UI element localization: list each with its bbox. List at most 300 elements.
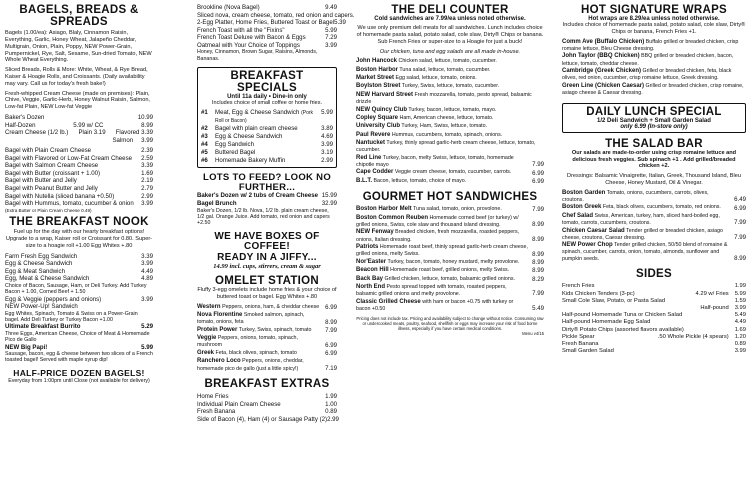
- menu-item[interactable]: [197, 312, 337, 326]
- menu-item[interactable]: [5, 129, 153, 137]
- menu-item[interactable]: [356, 132, 544, 139]
- item-label: Half-Dozen: [5, 121, 36, 129]
- item-price: 8.99: [532, 221, 544, 229]
- item-price: 10.99: [137, 114, 153, 122]
- column-deli: [356, 4, 544, 483]
- item-label: Western: [197, 303, 221, 310]
- item-label: French Toast with all the "Fixins": [197, 26, 285, 34]
- lots-title: LOTS TO FEED? LOOK NO FURTHER...: [202, 171, 332, 193]
- menu-item[interactable]: [197, 4, 337, 12]
- item-label: Side of Bacon (4), Ham (4) or Sausage Patty (2): [197, 415, 328, 423]
- menu-item[interactable]: [5, 177, 153, 185]
- item-price: 3.39: [141, 162, 153, 170]
- item-price: 2.79: [141, 184, 153, 192]
- item-text: [356, 206, 528, 213]
- item-label: University Club: [356, 123, 401, 130]
- item-price: 1.99: [325, 393, 337, 401]
- oatmeal-desc: Honey, Cinnamon, Brown Sugar, Raisins, Almonds, Bananas.: [197, 49, 318, 62]
- item-label: Home Fries: [197, 393, 229, 401]
- salads-list: [562, 190, 746, 262]
- item-price: 1.00: [325, 400, 337, 408]
- item-price: 6.99: [532, 178, 544, 186]
- item-price: 0.89: [325, 408, 337, 416]
- menu-item[interactable]: [356, 123, 544, 130]
- item-text: [356, 58, 540, 65]
- item-label: Brookline (Nova Bagel): [197, 4, 260, 11]
- specials-sub: Until 11a daily • Dine-in only: [227, 94, 307, 101]
- menu-item[interactable]: [197, 19, 346, 27]
- item-label: Small Cole Slaw, Potato, or Pasta Salad: [562, 297, 666, 304]
- item-label: NEW Fenway: [356, 229, 394, 236]
- menu-item[interactable]: [562, 348, 746, 355]
- item-label: Dirty® Potato Chips (assorted flavors available): [562, 326, 684, 333]
- item-price: 8.29: [532, 275, 544, 283]
- salad-desc: Our salads are made-to-order using crisp romaine lettuce and delicious fresh veggies. Sub spinach +1 . Add grilled/breaded chicken +2.: [571, 149, 737, 170]
- item-label: Half-pound Homemade Tuna or Chicken Salad: [562, 312, 683, 319]
- menu-item[interactable]: [197, 393, 337, 401]
- item-text: [356, 123, 540, 130]
- menu-item[interactable]: [5, 303, 153, 311]
- item-text: [197, 335, 321, 349]
- item-label: Protein Power: [197, 326, 238, 333]
- item-label: Bagel with Hummus, tomato, cucumber & onion: [5, 200, 134, 208]
- item-label: Boylston Street: [356, 83, 401, 90]
- menu-item[interactable]: [356, 206, 544, 213]
- menu-item[interactable]: [5, 137, 153, 145]
- item-label: Farm Fresh Egg Sandwich: [5, 252, 78, 260]
- menu-item[interactable]: [5, 323, 153, 331]
- item-price: 2.99: [141, 192, 153, 200]
- lots-items-list: [197, 192, 337, 207]
- item-label: Chef Salad: [562, 212, 594, 219]
- item-label: Beacon Hill: [356, 267, 389, 274]
- item-price: 8.99: [734, 255, 746, 263]
- item-label: John Hancock: [356, 58, 398, 65]
- special-number: #5: [201, 148, 208, 156]
- item-price: 1.59: [734, 297, 746, 304]
- item-label: Bagel with Flavored or Low-Fat Cream Cheese: [5, 154, 133, 162]
- wraps-list: [562, 39, 746, 97]
- item-price: 8.99: [141, 121, 153, 129]
- breakfast-specials-box: [197, 67, 337, 168]
- daily-special-box: [562, 103, 746, 133]
- item-desc: Pesto spread topped with tomato, roasted peppers, balsamic grilled onions and melty provolone.: [356, 283, 507, 298]
- hot-items-list: [356, 206, 544, 312]
- item-label: Sliced nova, cream cheese, tomato, red onion and capers.: [197, 11, 355, 19]
- menu-item[interactable]: [356, 284, 544, 298]
- menu-item[interactable]: [562, 283, 746, 290]
- menu-item[interactable]: [197, 34, 337, 42]
- item-text: [356, 140, 540, 154]
- item-price: 2.99: [321, 156, 333, 164]
- menu-item[interactable]: [562, 190, 746, 204]
- menu-item[interactable]: [5, 253, 153, 261]
- item-price: 1.20: [734, 333, 746, 340]
- coffee-desc: 14.99 incl. cups, stirrers, cream & sugar: [213, 263, 321, 271]
- item-price: 6.99: [325, 350, 337, 358]
- menu-item[interactable]: [5, 275, 153, 283]
- menu-item[interactable]: [356, 299, 544, 313]
- item-label: Bagel with Butter (croissant + 1.00): [5, 169, 101, 177]
- item-price: 2.19: [141, 177, 153, 185]
- item-price: 1.99: [734, 283, 746, 290]
- item-label: Egg & Meat Sandwich: [5, 267, 65, 275]
- item-label: Bagel with Nutella (sliced banana +0.50): [5, 192, 115, 200]
- menu-item[interactable]: [356, 58, 544, 65]
- item-label: Patriots: [356, 244, 379, 251]
- item-desc: Peppers, onions, cheddar, homemade pico de gallo (just a little spicy!): [197, 358, 304, 372]
- menu-item[interactable]: [562, 242, 746, 262]
- item-label: Market Street: [356, 75, 395, 82]
- item-sub: (Pork Roll or Bacon): [215, 110, 314, 125]
- menu-item[interactable]: [5, 296, 153, 304]
- menu-item[interactable]: [356, 75, 544, 82]
- menu-item[interactable]: [562, 327, 746, 334]
- item-price: 7.99: [734, 219, 746, 227]
- special-number: #2: [201, 124, 208, 132]
- menu-item[interactable]: [197, 416, 337, 424]
- item-label: French Fries: [562, 283, 595, 290]
- special-item[interactable]: [201, 125, 333, 133]
- item-desc: Feta, black olives, spinach, tomato: [215, 349, 297, 356]
- item-text: [562, 190, 730, 204]
- bagels-title: BAGELS, BREADS & SPREADS: [19, 4, 139, 29]
- item-text: [197, 358, 321, 372]
- deli-note: Our chicken, tuna and egg salads are all made in-house.: [379, 48, 521, 55]
- item-price: 3.99: [734, 304, 746, 311]
- item-label: North End: [356, 283, 385, 290]
- extras-list: [197, 393, 337, 423]
- menu-item[interactable]: [356, 115, 544, 122]
- menu-item[interactable]: [562, 204, 746, 211]
- item-desc: Peppers, onions, ham, & cheddar cheese: [222, 303, 320, 310]
- item-price: 7.19: [325, 364, 337, 372]
- item-label: NEW Harvard Street: [356, 91, 414, 98]
- item-mid: .50 Whole Pickle (4 spears): [657, 333, 729, 340]
- menu-item[interactable]: [356, 155, 544, 169]
- item-label: Boston Common Reuben: [356, 214, 428, 221]
- menu-item[interactable]: [5, 193, 153, 201]
- fine-print: Pricing does not include tax. Pricing and availability subject to change without notice. Consuming raw or undercooked meats, poultry, seafood, shellfish or eggs may increase your risk of food borne illness, especially if you have certain medical conditions.: [356, 316, 544, 332]
- menu-item[interactable]: [356, 140, 544, 154]
- halfprice-title: HALF-PRICE DOZEN BAGELS!: [13, 367, 145, 378]
- menu-item[interactable]: [356, 267, 544, 274]
- item-price: 3.99: [141, 200, 153, 208]
- item-price: 3.99: [321, 140, 333, 148]
- item-text: [197, 312, 321, 326]
- item-label: Ultimate Breakfast Burrito: [5, 323, 81, 331]
- item-price: 3.19: [321, 148, 333, 156]
- item-price: 3.99: [325, 41, 337, 49]
- menu-item[interactable]: [197, 192, 337, 200]
- item-label: Egg & Cheese Sandwich: [5, 260, 73, 268]
- item-text: [356, 276, 528, 283]
- menu-item[interactable]: [562, 68, 746, 82]
- column-bagels: [5, 4, 153, 483]
- item-price: 6.99: [325, 303, 337, 311]
- sides-list: [562, 283, 746, 355]
- menu-item[interactable]: [356, 169, 544, 176]
- ultimate-desc: Three Eggs, American Cheese, Choice of Meat & Homemade Pico de Gallo: [5, 330, 150, 344]
- menu-item[interactable]: [5, 200, 153, 208]
- coffee-title: WE HAVE BOXES OF COFFEE!: [214, 230, 320, 253]
- column-breakfast: [197, 4, 355, 483]
- menu-item[interactable]: [5, 344, 153, 352]
- special-number: #6: [201, 156, 208, 164]
- item-label: 2-Egg Platter, Home Fries, Buttered Toast or Bagel: [197, 19, 335, 27]
- special-item[interactable]: [201, 133, 333, 141]
- menu-item[interactable]: [562, 228, 746, 242]
- item-desc: Grilled or breaded chicken, crisp romaine, asiago cheese & Caesar dressing.: [562, 82, 744, 97]
- nook-items2-list: [5, 296, 153, 311]
- menu-item[interactable]: [356, 107, 544, 114]
- menu-item[interactable]: [197, 335, 337, 349]
- item-label: French Toast Deluxe with Bacon & Eggs: [197, 34, 306, 42]
- item-price: 0.89: [734, 340, 746, 347]
- menu-item[interactable]: [562, 291, 746, 298]
- item-label: Cape Codder: [356, 169, 394, 176]
- item-label: Nantucket: [356, 140, 386, 147]
- item-price: 5.99: [73, 121, 86, 129]
- menu-item[interactable]: [5, 185, 153, 193]
- item-price: 32.99: [321, 200, 337, 208]
- item-desc: Tender grilled chicken, 50/50 blend of romaine & spinach, cucumber, carrots, onion, tomato, almonds, sunflower and pumpkin seeds.: [562, 242, 728, 262]
- halfprice-desc: Everyday from 1:00pm until Close (not available for delivery): [8, 377, 150, 384]
- menu-item[interactable]: [197, 401, 337, 409]
- menu-item[interactable]: [197, 42, 337, 50]
- item-desc: Ham, American cheese, lettuce, tomato.: [399, 114, 494, 121]
- item-price: 9.49: [325, 4, 337, 11]
- item-desc: Bacon, lettuce, tomato, choice of mayo.: [373, 177, 467, 184]
- menu-item[interactable]: [562, 312, 746, 319]
- item-text: [356, 299, 528, 313]
- item-label: Baker's Dozen w/ 2 tubs of Cream Cheese: [197, 192, 318, 200]
- brunch-desc: Baker's Dozen, 1/2 lb. Nova, 1/2 lb. plain cream cheese, 1/2 gal. Orange Juice. Add tomato, red onion and capers +2.50: [197, 207, 330, 227]
- menu-item[interactable]: [197, 27, 337, 35]
- menu-item[interactable]: [197, 358, 337, 372]
- menu-item[interactable]: [562, 298, 746, 305]
- menu-item[interactable]: [356, 229, 544, 243]
- item-price: 8.99: [325, 318, 337, 326]
- hot-title: GOURMET HOT SANDWICHES: [362, 191, 538, 204]
- menu-item[interactable]: [5, 268, 153, 276]
- item-desc: BBQ grilled or breaded chicken, bacon, lettuce, tomato, cheddar cheese.: [562, 53, 734, 67]
- item-text: [562, 213, 730, 227]
- item-price: 7.99: [532, 290, 544, 298]
- item-desc: Homemade roast beef, grilled onions, melty Swiss.: [390, 267, 510, 274]
- item-price: 5.29: [141, 323, 153, 331]
- item-label: Nor'Easter: [356, 258, 387, 265]
- special-text: [215, 133, 321, 141]
- item-price: 3.99: [141, 260, 153, 268]
- item-variant: Plain: [78, 129, 93, 137]
- item-label: Baker's Dozen: [5, 114, 45, 122]
- menu-item[interactable]: [197, 350, 337, 357]
- menu-item[interactable]: [5, 260, 153, 268]
- item-text: [356, 267, 528, 274]
- item-text: [562, 39, 746, 53]
- menu-item[interactable]: [356, 244, 544, 258]
- special-item[interactable]: [201, 109, 333, 125]
- item-price: 4.89: [141, 275, 153, 283]
- omelets-list: [197, 304, 337, 372]
- menu-item[interactable]: [5, 162, 153, 170]
- item-desc: Turkey, Swiss, spinach, tomato: [238, 326, 312, 333]
- menu-item[interactable]: [356, 276, 544, 283]
- deli-desc: We use only premium deli meats for all sandwiches. Lunch includes choice of homemade pasta salad, potato salad, cole slaw, Dirty® Chips or banana. Sub French Fries or super-size to a Hoagie for just a buck!: [356, 25, 544, 45]
- menu-item[interactable]: [562, 39, 746, 53]
- item-label: Boston Harbor: [356, 66, 398, 73]
- item-label: NEW Power Chop: [562, 242, 613, 249]
- item-price: 3.39: [141, 252, 153, 260]
- menu-item[interactable]: [197, 408, 337, 416]
- item-mid: 4.29 w/ Fries: [695, 290, 729, 297]
- item-desc: Tuna salad, lettuce, tomato, cucumber.: [399, 66, 491, 73]
- nook-meat-desc: Choice of Bacon, Sausage, Ham, or Deli Turkey. Add Turkey Bacon + 1.00, Corned Beef + 1.50: [5, 282, 147, 296]
- item-label: Veggie: [197, 335, 217, 342]
- special-item[interactable]: [201, 141, 333, 149]
- item-label: Buttered Bagel: [215, 148, 256, 156]
- menu-item[interactable]: [197, 304, 337, 311]
- item-price: 7.99: [532, 161, 544, 169]
- menu-item[interactable]: [562, 305, 746, 312]
- item-text: [356, 132, 540, 139]
- item-label: Pickle Spear: [562, 333, 595, 340]
- omelet-title: OMELET STATION: [214, 275, 320, 288]
- deli-sub: Cold sandwiches are 7.99/ea unless noted otherwise.: [374, 16, 526, 23]
- menu-item[interactable]: [197, 200, 337, 208]
- item-price: 5.99: [734, 290, 746, 297]
- special-text: [215, 141, 321, 149]
- item-text: [562, 83, 746, 97]
- nook-items-list: [5, 253, 153, 283]
- item-label: Bagel with Plain Cream Cheese: [5, 147, 92, 155]
- item-desc: Turkey, bacon, lettuce, tomato, mayo.: [408, 106, 497, 113]
- menu-item[interactable]: [356, 92, 544, 106]
- special-item[interactable]: [201, 149, 333, 157]
- menu-item[interactable]: [356, 67, 544, 74]
- item-price: 5.99: [325, 26, 337, 34]
- item-label: Egg, Meat & Cheese Sandwich: [5, 275, 90, 283]
- wraps-desc: Includes choice of homemade pasta salad, potato salad, cole slaw, Dirty® Chips or banana, French Fries +1.: [562, 22, 746, 35]
- item-label: Individual Plain Cream Cheese: [197, 400, 281, 408]
- item-label: Bagel with Butter and Jelly: [5, 177, 77, 185]
- item-price: 15.99: [321, 192, 337, 200]
- item-text: [356, 284, 528, 298]
- item-desc: Turkey, bacon, melty Swiss, lettuce, tomato, homemade chipotle mayo: [356, 154, 514, 168]
- special-number: #3: [201, 132, 208, 140]
- item-text: [562, 204, 730, 211]
- sides-title: SIDES: [635, 268, 672, 281]
- item-desc: Feta, black olives, cucumbers, tomato, red onions.: [602, 204, 721, 211]
- menu-item[interactable]: [5, 155, 153, 163]
- item-variant: Flavored: [115, 129, 140, 137]
- item-desc: Chicken salad, lettuce, tomato, cucumber.: [398, 58, 497, 65]
- menu-item[interactable]: [197, 327, 337, 334]
- menu-item[interactable]: [562, 334, 746, 341]
- item-desc: Grilled or breaded chicken, feta, black olives, red onion, cucumber, crisp romaine lettuce, Greek dressing.: [562, 68, 732, 82]
- item-price: 3.39: [141, 129, 153, 137]
- menu-item[interactable]: [562, 53, 746, 67]
- menu-item[interactable]: [5, 122, 153, 130]
- menu-item[interactable]: [562, 319, 746, 326]
- powerup-desc: Egg Whites, Spinach, Tomato & Swiss on a Power-Grain bagel. Add Deli Turkey or Turkey Bacon +1.00: [5, 310, 138, 323]
- item-desc: Tender grilled or breaded chicken, asiago cheese, croutons, Caesar dressing.: [562, 227, 723, 241]
- item-text: [197, 327, 321, 334]
- special-item[interactable]: [201, 157, 333, 165]
- item-text: [356, 155, 528, 169]
- menu-item[interactable]: [356, 83, 544, 90]
- menu-item[interactable]: [356, 215, 544, 229]
- item-price: 7.99: [325, 327, 337, 335]
- item-text: [356, 169, 528, 176]
- item-mid: Half-pound: [700, 304, 729, 311]
- item-text: [356, 92, 540, 106]
- extras-title: BREAKFAST EXTRAS: [204, 378, 330, 391]
- omelet-desc: Fluffy 3-egg omelets include home fries & your choice of buttered toast or bagel. Egg Whites +.80: [197, 287, 337, 300]
- item-price: 8.99: [532, 250, 544, 258]
- nook-title: THE BREAKFAST NOOK: [9, 216, 149, 229]
- item-text: [356, 75, 540, 82]
- daily-sub2: only 6.99 (In-store only): [620, 123, 688, 130]
- item-price: 5.99: [141, 343, 153, 351]
- item-desc: Hummus, cucumbers, tomato, spinach, onions.: [391, 131, 503, 138]
- item-desc: Homemade roast beef, thinly spread garlic-herb cream cheese, grilled onions, melty Swiss.: [356, 244, 528, 258]
- item-label: Egg & Veggie (peppers and onions): [5, 295, 102, 303]
- specials-list: [201, 109, 333, 164]
- wraps-sub: Hot wraps are 8.29/ea unless noted otherwise.: [588, 16, 720, 23]
- item-label: Copley Square: [356, 114, 399, 121]
- item-desc: Tuna salad, tomato, onion, provolone.: [413, 206, 502, 213]
- coffee-title2: READY IN A JIFFY...: [217, 251, 317, 263]
- item-label: Boston Garden: [562, 189, 606, 196]
- dressings: Dressings: Balsamic Vinaigrette, Italian, Greek, Thousand Island, Bleu Cheese, Honey Mustard, Oil & Vinegar.: [567, 173, 741, 186]
- menu-item[interactable]: [562, 213, 746, 227]
- item-label: Chicken Caesar Salad: [562, 227, 625, 234]
- specials-title: BREAKFAST SPECIALS: [230, 69, 304, 95]
- menu-item[interactable]: [5, 147, 153, 155]
- bagel-note: (Extra Butter or Plain Cream Cheese 0.49): [5, 207, 92, 213]
- specials-sub2: Includes choice of small coffee or home fries.: [212, 100, 322, 107]
- item-text: [562, 68, 746, 82]
- item-text: [562, 53, 746, 67]
- item-desc: Homemade corned beef (or turkey) w/ grilled onions, Swiss, cole slaw and thousand island dressing.: [356, 214, 519, 228]
- item-price: 4.49: [734, 319, 746, 326]
- menu-item[interactable]: [5, 170, 153, 178]
- menu-item[interactable]: [5, 114, 153, 122]
- item-price: 1.69: [734, 326, 746, 333]
- item-label: Small Garden Salad: [562, 348, 614, 355]
- menu-item[interactable]: [356, 259, 544, 266]
- item-label: Paul Revere: [356, 131, 391, 138]
- special-number: #1: [201, 109, 208, 117]
- item-label: Boston Harbor Melt: [356, 206, 412, 213]
- menu-item[interactable]: [197, 11, 355, 20]
- menu-item[interactable]: [562, 341, 746, 348]
- item-label: Homemade Bakery Muffin: [215, 156, 286, 164]
- item-price: 1.69: [141, 169, 153, 177]
- item-price: 6.49: [734, 196, 746, 204]
- item-price: 8.99: [532, 259, 544, 266]
- menu-item[interactable]: [562, 83, 746, 97]
- item-price: 3.99: [141, 136, 153, 144]
- item-price: 5.49: [532, 305, 544, 313]
- item-text: [356, 178, 528, 185]
- item-desc: Smoked salmon, spinach, tomato, onions, feta: [197, 312, 305, 326]
- item-price: 8.99: [532, 267, 544, 275]
- menu-item[interactable]: [356, 178, 544, 185]
- item-label: NEW Big Papi!: [5, 343, 48, 351]
